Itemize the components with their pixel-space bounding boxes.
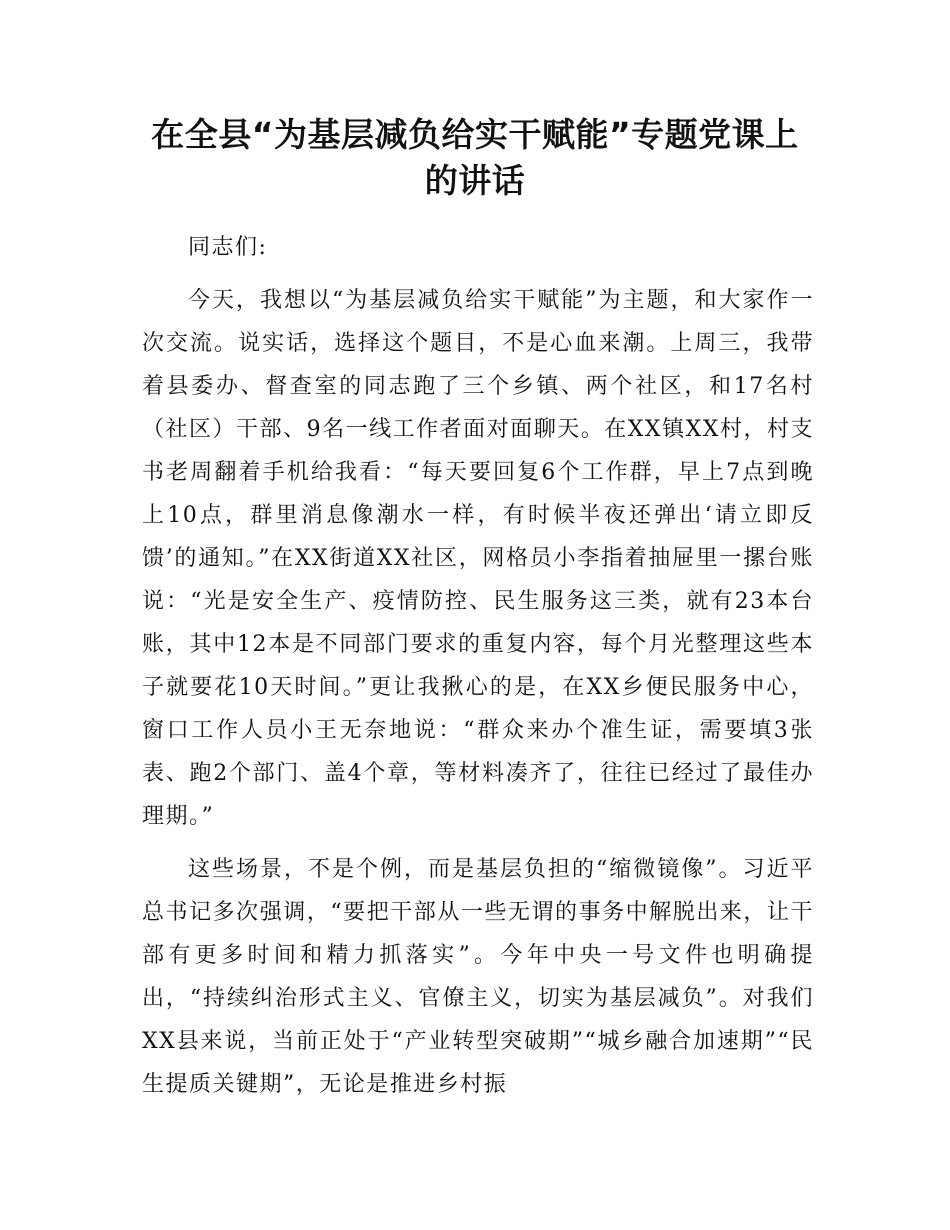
document-title bbox=[120, 112, 830, 204]
greeting: 同志们: bbox=[188, 235, 268, 260]
title-line-2: 的讲话 bbox=[424, 161, 526, 200]
paragraph-2: 这些场景，不是个例，而是基层负担的“缩微镜像”。习近平总书记多次强调，“要把干部从一些无谓的事务中解脱出来，让干部有更多时间和精力抓落实”。今年中央一号文件也明确提出，“持续纠治形式主义、官僚主义，切实为基层减负”。对我们XX县来说，当前正处于“产业转型突破期”“城乡融合加速期”“民生提质关键期”，无论是推进乡村振 bbox=[142, 857, 814, 1097]
paragraph-1: 今天，我想以“为基层减负给实干赋能”为主题，和大家作一次交流。说实话，选择这个题目，不是心血来潮。上周三，我带着县委办、督查室的同志跑了三个乡镇、两个社区，和17名村（社区）干部、9名一线工作者面对面聊天。在XX镇XX村，村支书老周翻着手机给我看：“每天要回复6个工作群，早上7点到晚上10点，群里消息像潮水一样，有时候半夜还弹出‘请立即反馈’的通知。”在XX街道XX社区，网格员小李指着抽屉里一摞台账说：“光是安全生产、疫情防控、民生服务这三类，就有23本台账，其中12本是不同部门要求的重复内容，每个月光整理这些本子就要花10天时间。”更让我揪心的是，在XX乡便民服务中心，窗口工作人员小王无奈地说：“群众来办个准生证，需要填3张表、跑2个部门、盖4个章，等材料凑齐了，往往已经过了最佳办理期。” bbox=[142, 288, 814, 829]
document-body bbox=[142, 226, 814, 1106]
title-line-1: 在全县“为基层减负给实干赋能”专题党课上 bbox=[151, 115, 799, 154]
